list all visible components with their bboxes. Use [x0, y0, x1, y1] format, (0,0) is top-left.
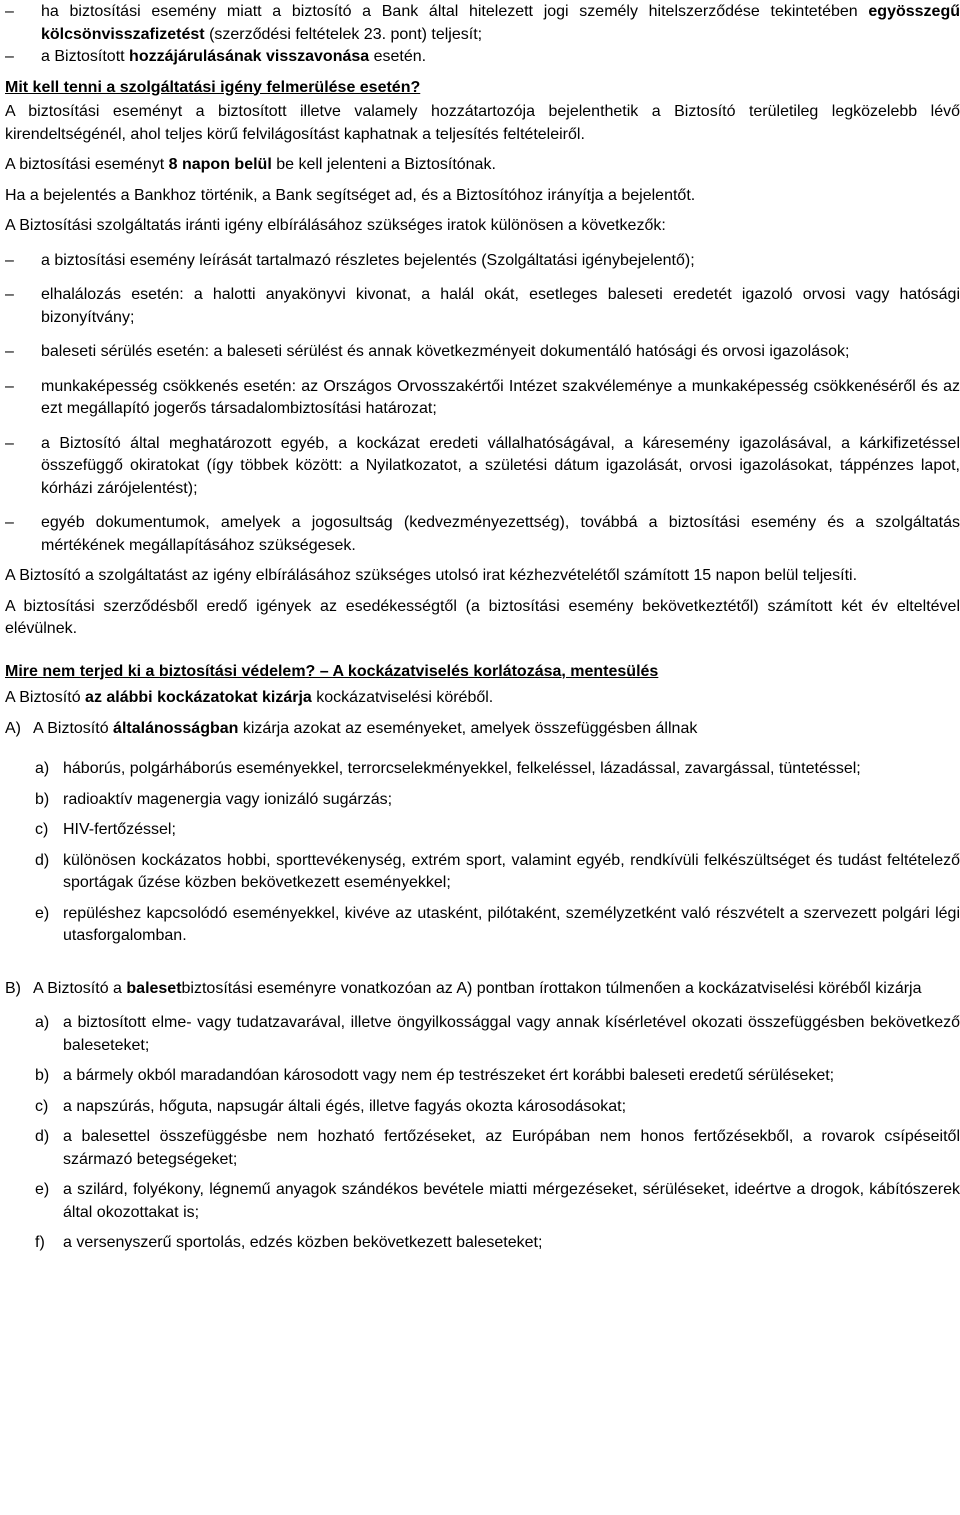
- document-page: [5, 1, 960, 1255]
- section-text: A Biztosító általánosságban kizárja azokat az eseményeket, amelyek összefüggésben állnak: [33, 719, 698, 737]
- section-heading-exclusions: Mire nem terjed ki a biztosítási védelem? – A kockázatviselés korlátozása, mentesülés: [5, 662, 659, 680]
- document-list-item: [5, 376, 960, 421]
- list-text: a bármely okból maradandóan károsodott vagy nem ép testrészeket ért korábbi baleseti eredetű sérüléseket;: [63, 1067, 835, 1084]
- paragraph-deadline: A biztosítási eseményt 8 napon belül be kell jelenteni a Biztosítónak.: [5, 156, 496, 173]
- list-marker: f): [35, 1234, 45, 1251]
- item-text: a Biztosító által meghatározott egyéb, a kockázat eredeti vállalhatóságával, a káresemény igazolásával, a kárkifizetéssel összefüggő okiratokat (így többek között: a Nyilatkozatot, a születési dátum igazolását, orvosi igazolásokat, táppénzes lapot, kórházi zárójelentést);: [41, 434, 960, 497]
- list-item-b: [5, 1179, 960, 1224]
- dash-marker: –: [5, 377, 14, 395]
- list-item-a: [5, 819, 960, 842]
- bullet-text: ha biztosítási esemény miatt a biztosító a Bank által hitelezett jogi személy hitelszerződése tekintetében egyösszegű kölcsönvisszafizetést (szerződési feltételek 23. pont) teljesít;: [41, 3, 960, 43]
- list-marker: d): [35, 851, 50, 869]
- list-item-b: [5, 1012, 960, 1057]
- dash-marker: –: [5, 3, 14, 20]
- paragraph-payment: A Biztosító a szolgáltatást az igény elbírálásához szükséges utolsó irat kézhezvételétől számított 15 napon belül teljesíti.: [5, 567, 858, 584]
- list-text: a szilárd, folyékony, légnemű anyagok szándékos bevétele miatti mérgezéseket, sérüléseket, ideértve a drogok, kábítószerek által okozottakat is;: [63, 1181, 960, 1221]
- list-item-a: [5, 758, 960, 781]
- item-text: a biztosítási esemény leírását tartalmazó részletes bejelentés (Szolgáltatási igénybejelentő);: [41, 251, 695, 269]
- list-marker: e): [35, 1181, 50, 1198]
- section-marker: B): [5, 979, 21, 997]
- list-text: a balesettel összefüggésbe nem hozható fertőzéseket, az Európában nem honos fertőzésekből, a rovarok csípéseitől származó betegségeket;: [63, 1128, 960, 1168]
- item-text: egyéb dokumentumok, amelyek a jogosultság (kedvezményezettség), továbbá a biztosítási esemény és a szolgáltatás mértékének megállapításához szükségesek.: [41, 514, 960, 554]
- dash-marker: –: [5, 434, 14, 452]
- document-list-item: [5, 250, 960, 273]
- top-bullet: [5, 46, 960, 69]
- list-item-b: [5, 1065, 960, 1088]
- section-text: A Biztosító a balesetbiztosítási eseményre vonatkozóan az A) pontban írottakon túlmenően a kockázatviselési köréből kizárja: [33, 979, 922, 997]
- document-list-item: [5, 341, 960, 364]
- list-marker: a): [35, 760, 50, 777]
- list-item-b: [5, 1126, 960, 1171]
- list-item-a: [5, 850, 960, 895]
- dash-marker: –: [5, 48, 14, 65]
- section-marker: A): [5, 719, 21, 737]
- document-list-item: [5, 512, 960, 557]
- dash-marker: –: [5, 514, 14, 531]
- list-marker: d): [35, 1128, 50, 1145]
- document-list-item: [5, 433, 960, 501]
- list-marker: c): [35, 821, 49, 838]
- item-text: munkaképesség csökkenés esetén: az Országos Orvosszakértői Intézet szakvéleménye a munkaképesség csökkenéséről és az ezt megállapító jogerős társadalombiztosítási határozat;: [41, 377, 960, 417]
- paragraph-limitation: A biztosítási szerződésből eredő igények az esedékességtől (a biztosítási esemény bekövetkeztétől) számított két év elteltével elévülnek.: [5, 597, 960, 637]
- item-text: baleseti sérülés esetén: a baleseti sérülést és annak következményeit dokumentáló hatósági és orvosi igazolások;: [41, 343, 850, 360]
- paragraph-bank: Ha a bejelentés a Bankhoz történik, a Bank segítséget ad, és a Biztosítóhoz irányítja a bejelentőt.: [5, 186, 696, 204]
- list-marker: c): [35, 1097, 49, 1115]
- section-b-intro: [5, 978, 960, 1001]
- list-marker: e): [35, 904, 50, 922]
- document-list-item: [5, 284, 960, 329]
- list-item-b: [5, 1096, 960, 1119]
- list-item-b: [5, 1232, 960, 1255]
- list-text: a biztosított elme- vagy tudatzavarával, illetve öngyilkossággal vagy annak kísérletével okozati összefüggésben bekövetkező baleseteket;: [63, 1014, 960, 1054]
- dash-marker: –: [5, 286, 14, 303]
- list-text: repüléshez kapcsolódó eseményekkel, kivéve az utasként, pilótaként, személyzetként való részvételt a szervezett polgári légi utasforgalomban.: [63, 904, 960, 944]
- list-text: radioaktív magenergia vagy ionizáló sugárzás;: [63, 790, 393, 808]
- list-item-a: [5, 903, 960, 948]
- list-marker: b): [35, 790, 50, 808]
- dash-marker: –: [5, 251, 14, 269]
- list-text: a napszúrás, hőguta, napsugár általi égés, illetve fagyás okozta károsodásokat;: [63, 1097, 627, 1115]
- dash-marker: –: [5, 343, 14, 360]
- list-marker: b): [35, 1067, 50, 1084]
- list-text: HIV-fertőzéssel;: [63, 821, 176, 838]
- list-text: különösen kockázatos hobbi, sporttevékenység, extrém sport, valamint egyéb, rendkívüli felkészültséget és tudást feltételező sportágak űzése közben bekövetkezett eseményekkel;: [63, 851, 960, 891]
- paragraph-documents-intro: A Biztosítási szolgáltatás iránti igény elbírálásához szükséges iratok különösen a következők:: [5, 217, 666, 234]
- item-text: elhalálozás esetén: a halotti anyakönyvi kivonat, a halál okát, esetleges baleseti eredetét igazoló orvosi vagy hatósági bizonyítvány;: [41, 286, 960, 326]
- paragraph-exclusions-intro: A Biztosító az alábbi kockázatokat kizárja kockázatviselési köréből.: [5, 689, 494, 706]
- list-text: háborús, polgárháborús eseményekkel, terrorcselekményekkel, felkeléssel, lázadással, zavargással, tüntetéssel;: [63, 760, 861, 777]
- bullet-text: a Biztosított hozzájárulásának visszavonása esetén.: [41, 48, 427, 65]
- list-item-a: [5, 789, 960, 812]
- top-bullet: [5, 1, 960, 46]
- section-a-intro: [5, 718, 960, 741]
- list-text: a versenyszerű sportolás, edzés közben bekövetkezett baleseteket;: [63, 1234, 543, 1251]
- section-heading-claims: Mit kell tenni a szolgáltatási igény felmerülése esetén?: [5, 78, 421, 96]
- paragraph-notification: A biztosítási eseményt a biztosított illetve valamely hozzátartozója bejelenthetik a Biztosító területileg legközelebb lévő kirendeltségénél, ahol teljes körű felvilágosítást kaphatnak a teljesítés feltételeiről.: [5, 103, 960, 143]
- list-marker: a): [35, 1014, 50, 1031]
